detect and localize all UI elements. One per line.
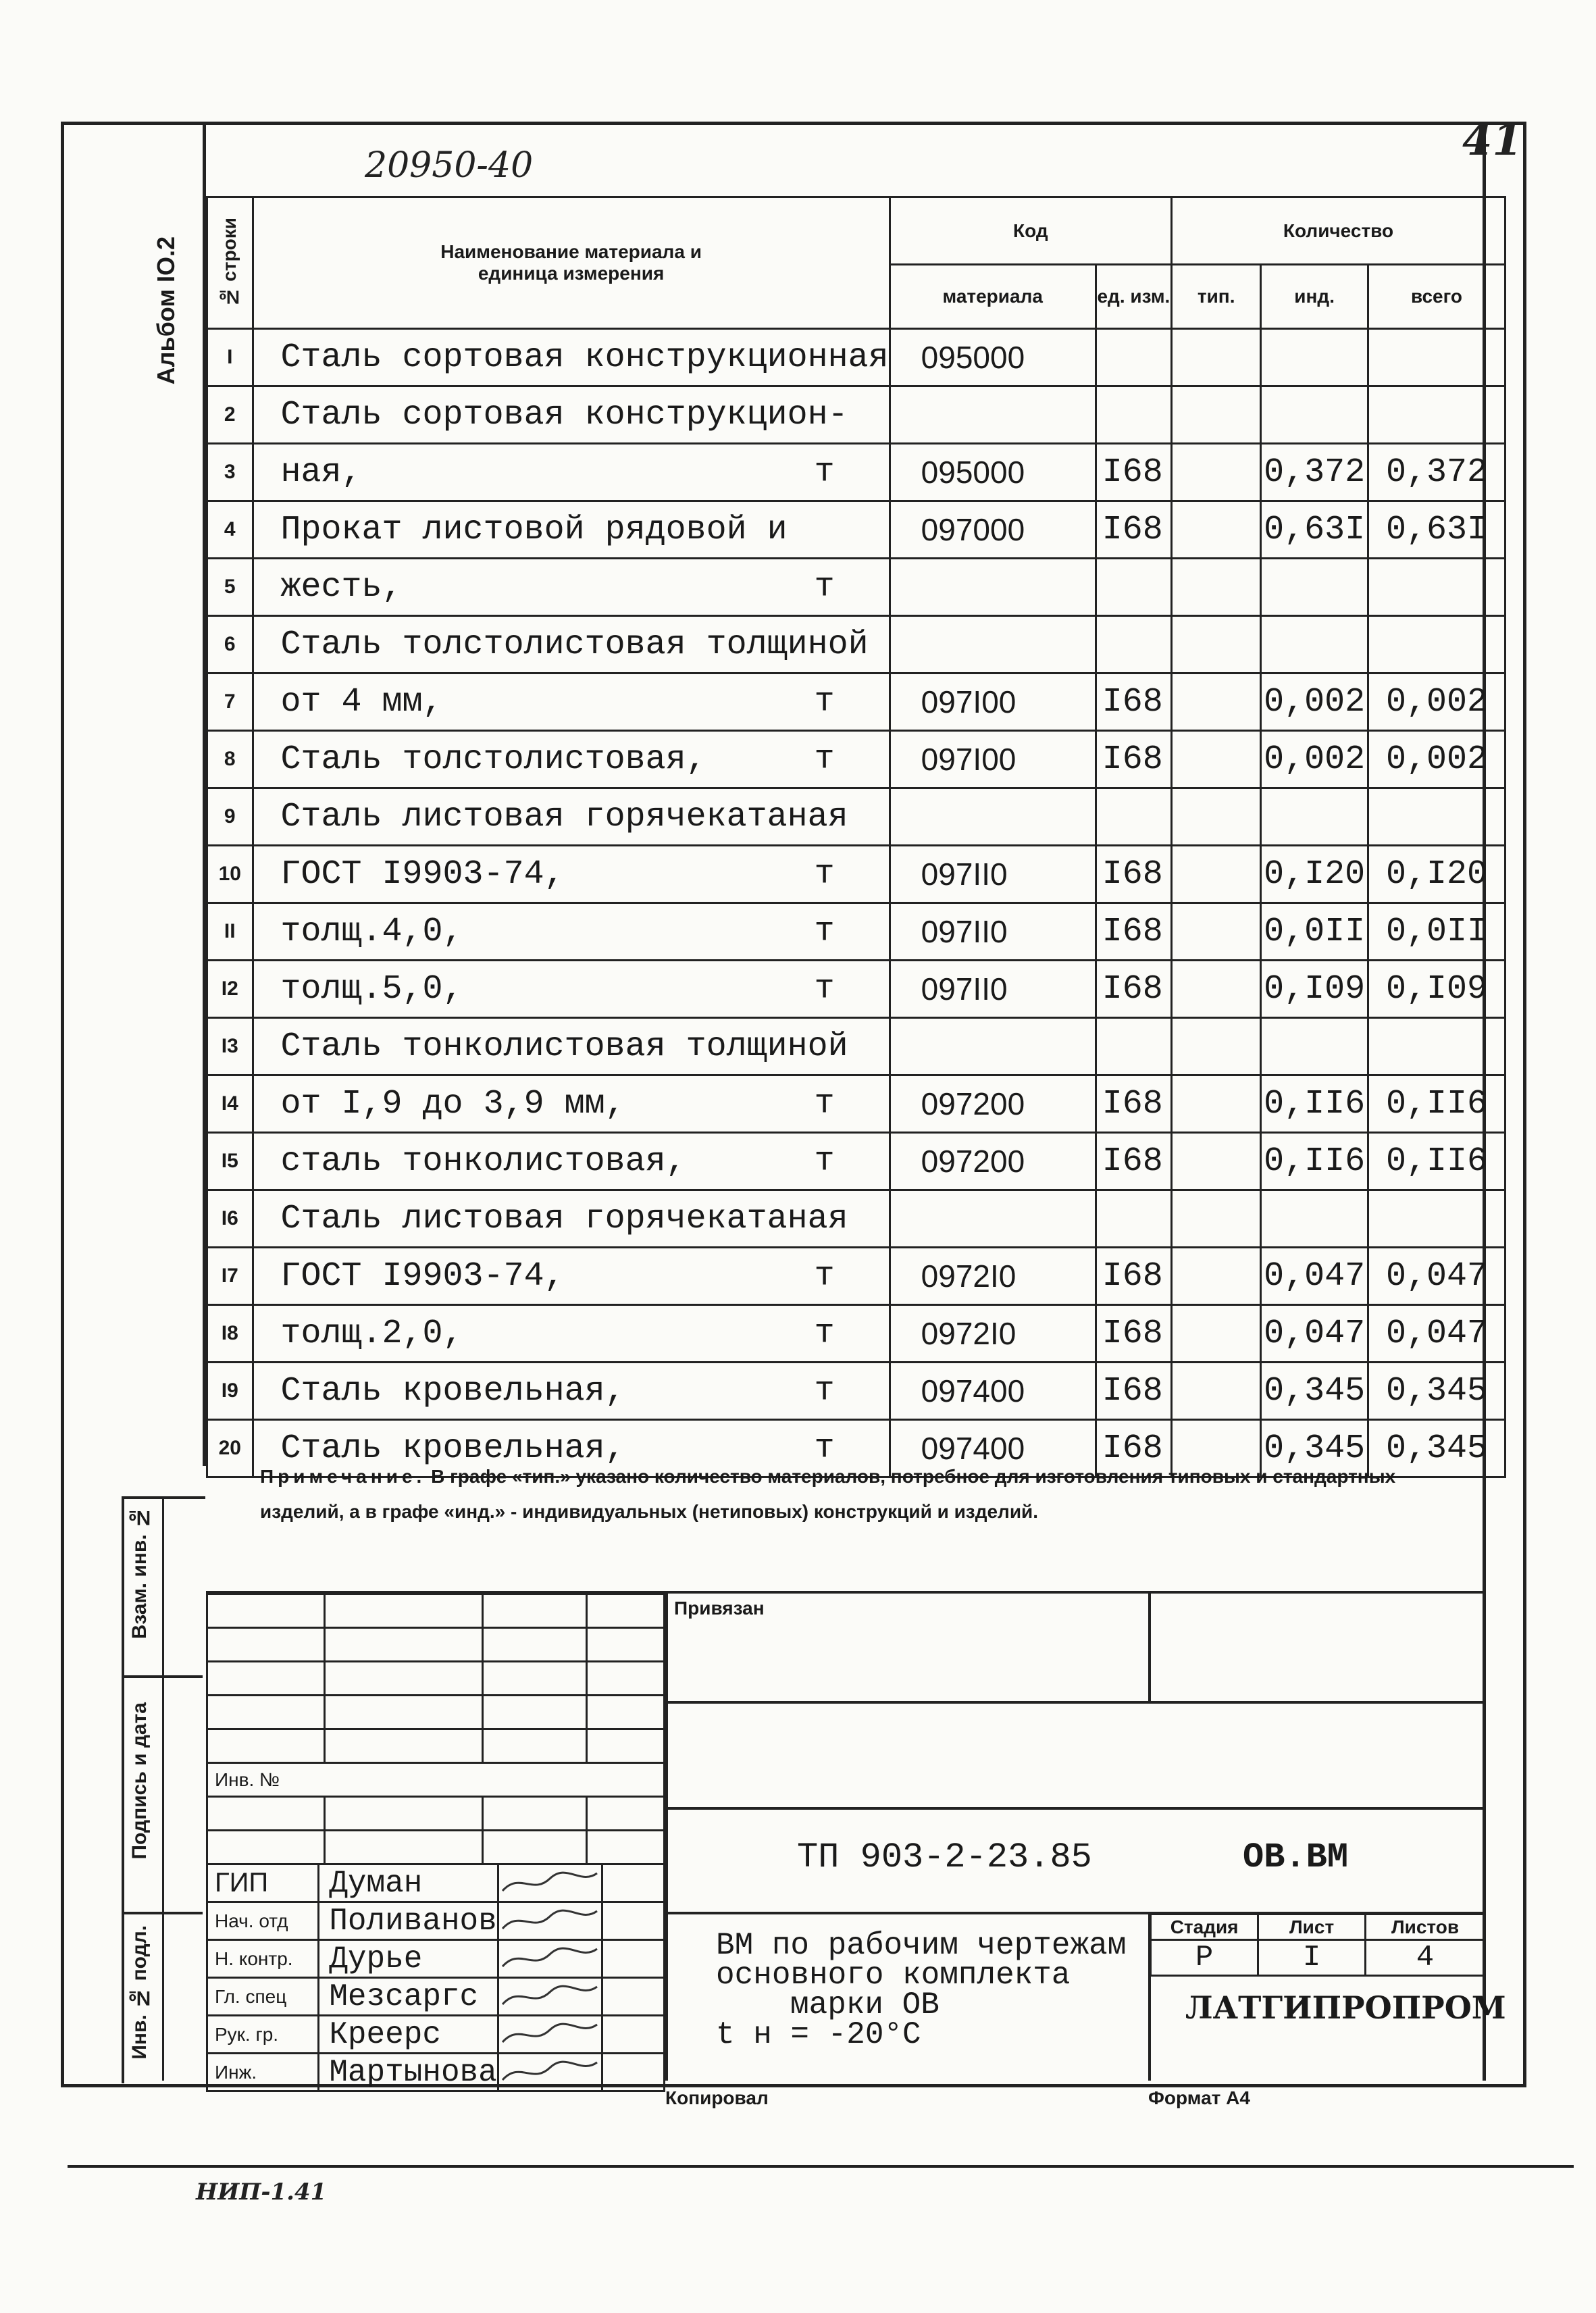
- row-qty-total: 0,0II: [1368, 903, 1505, 961]
- row-qty-ind: [1261, 329, 1368, 386]
- row-unit-code: I68: [1096, 444, 1171, 501]
- col-code-unit: ед. изм.: [1096, 265, 1171, 329]
- row-number: 6: [207, 616, 253, 673]
- row-qty-typ: [1172, 1018, 1261, 1075]
- stamp-privyazan: Привязан: [674, 1598, 765, 1619]
- row-number: 4: [207, 501, 253, 559]
- row-qty-ind: 0,047: [1261, 1248, 1368, 1305]
- row-qty-typ: [1172, 1248, 1261, 1305]
- row-qty-total: [1368, 788, 1505, 846]
- title-line-1: ВМ по рабочим чертежам: [716, 1928, 1127, 1963]
- row-unit-code: I68: [1096, 1363, 1171, 1420]
- col-qty-typ: тип.: [1172, 265, 1261, 329]
- row-qty-total: 0,I09: [1368, 961, 1505, 1018]
- col-qty-ind: инд.: [1261, 265, 1368, 329]
- row-name: [253, 788, 890, 846]
- row-name: [253, 731, 890, 788]
- row-qty-typ: [1172, 731, 1261, 788]
- footer-bottom-code: НИП-1.41: [196, 2179, 327, 2206]
- row-name-text: Сталь кровельная,: [280, 1371, 625, 1410]
- row-unit-code: [1096, 1190, 1171, 1248]
- row-unit: т: [814, 969, 835, 1009]
- row-name: [253, 1248, 890, 1305]
- person-signature: [498, 1978, 602, 2016]
- signature-scribble: [499, 2016, 600, 2049]
- stamp-mark: ОВ.ВМ: [1243, 1837, 1349, 1877]
- row-code: [890, 788, 1096, 846]
- row-qty-ind: 0,345: [1261, 1363, 1368, 1420]
- person-date: [602, 1978, 665, 2016]
- stamp-org: ЛАТГИПРОПРОМ: [1185, 1989, 1506, 2026]
- title-line-2: основного комплекта: [716, 1958, 1071, 1993]
- stage-label: Стадия: [1151, 1914, 1258, 1940]
- person-name: Мартынова: [319, 2054, 498, 2091]
- note: [260, 1459, 1476, 1529]
- row-number: 9: [207, 788, 253, 846]
- row-number: I3: [207, 1018, 253, 1075]
- row-name-text: Сталь листовая горячекатаная: [280, 1199, 848, 1238]
- row-code: 097II0: [890, 961, 1096, 1018]
- row-qty-total: [1368, 329, 1505, 386]
- stamp-person-row: [207, 1864, 665, 1902]
- table-row: [207, 1190, 1505, 1248]
- stamp-hline-1: [665, 1701, 1486, 1704]
- row-qty-ind: 0,002: [1261, 731, 1368, 788]
- row-qty-typ: [1172, 1133, 1261, 1190]
- spec-table: [206, 196, 1506, 1478]
- doc-number: 20950-40: [365, 145, 534, 186]
- person-name: Креерс: [319, 2016, 498, 2054]
- row-qty-total: 0,002: [1368, 673, 1505, 731]
- person-signature: [498, 1864, 602, 1902]
- person-role: Рук. гр.: [207, 2016, 319, 2054]
- row-unit: т: [814, 1256, 835, 1296]
- stamp-left-grid: [206, 1593, 665, 1865]
- person-name: Мезсаргс: [319, 1978, 498, 2016]
- row-qty-total: 0,63I: [1368, 501, 1505, 559]
- table-row: [207, 903, 1505, 961]
- row-name: [253, 1018, 890, 1075]
- row-unit-code: I68: [1096, 846, 1171, 903]
- row-name-text: ная,: [280, 453, 362, 492]
- row-number: I: [207, 329, 253, 386]
- row-qty-ind: 0,I09: [1261, 961, 1368, 1018]
- row-unit-code: I68: [1096, 1248, 1171, 1305]
- side-hline-1: [122, 1675, 203, 1678]
- row-name-text: Сталь тонколистовая толщиной: [280, 1027, 848, 1066]
- table-row: [207, 846, 1505, 903]
- row-number: 8: [207, 731, 253, 788]
- row-number: 3: [207, 444, 253, 501]
- row-qty-ind: 0,0II: [1261, 903, 1368, 961]
- row-code: [890, 1190, 1096, 1248]
- person-signature: [498, 2054, 602, 2091]
- signature-scribble: [499, 1941, 600, 1973]
- row-unit-code: [1096, 616, 1171, 673]
- side-vzam: Взам. инв. №: [128, 1506, 151, 1640]
- row-unit-code: I68: [1096, 501, 1171, 559]
- table-row: [207, 788, 1505, 846]
- row-name-text: толщ.2,0,: [280, 1314, 463, 1353]
- row-unit: т: [814, 1084, 835, 1123]
- row-qty-ind: [1261, 1190, 1368, 1248]
- stamp-project: ТП 903-2-23.85: [797, 1837, 1092, 1877]
- table-row: [207, 501, 1505, 559]
- row-number: I9: [207, 1363, 253, 1420]
- row-qty-ind: 0,047: [1261, 1305, 1368, 1363]
- row-code: 097000: [890, 501, 1096, 559]
- row-qty-typ: [1172, 616, 1261, 673]
- row-code: 097200: [890, 1075, 1096, 1133]
- person-role: Н. контр.: [207, 1940, 319, 1978]
- table-row: [207, 386, 1505, 444]
- row-name: [253, 1190, 890, 1248]
- row-name-text: ГОСТ I9903-74,: [280, 1256, 565, 1296]
- row-unit-code: [1096, 559, 1171, 616]
- row-unit-code: [1096, 1018, 1171, 1075]
- row-code: 095000: [890, 444, 1096, 501]
- row-name: [253, 444, 890, 501]
- row-qty-typ: [1172, 961, 1261, 1018]
- stamp-inv-no: Инв. №: [207, 1763, 665, 1797]
- sheet-label: Лист: [1258, 1914, 1366, 1940]
- row-code: 097II0: [890, 903, 1096, 961]
- row-name-text: от I,9 до 3,9 мм,: [280, 1084, 625, 1123]
- person-signature: [498, 2016, 602, 2054]
- row-unit: т: [814, 1371, 835, 1410]
- row-qty-total: [1368, 1018, 1505, 1075]
- col-code: Код: [890, 197, 1171, 265]
- sheets-label: Листов: [1366, 1914, 1485, 1940]
- stamp-people: [206, 1863, 665, 2092]
- row-qty-typ: [1172, 559, 1261, 616]
- row-qty-total: 0,047: [1368, 1248, 1505, 1305]
- table-row: [207, 559, 1505, 616]
- row-unit-code: I68: [1096, 1075, 1171, 1133]
- row-name: [253, 616, 890, 673]
- row-number: 20: [207, 1420, 253, 1477]
- row-qty-ind: 0,345: [1261, 1420, 1368, 1477]
- row-qty-total: [1368, 1190, 1505, 1248]
- row-qty-typ: [1172, 1190, 1261, 1248]
- row-unit: т: [814, 855, 835, 894]
- row-unit-code: [1096, 329, 1171, 386]
- table-row: [207, 961, 1505, 1018]
- row-qty-total: 0,II6: [1368, 1133, 1505, 1190]
- row-unit: т: [814, 567, 835, 607]
- row-unit: т: [814, 1429, 835, 1468]
- row-code: [890, 559, 1096, 616]
- table-row: [207, 1305, 1505, 1363]
- row-name: [253, 501, 890, 559]
- row-qty-ind: 0,63I: [1261, 501, 1368, 559]
- row-qty-total: 0,345: [1368, 1363, 1505, 1420]
- person-date: [602, 1940, 665, 1978]
- row-name-text: Прокат листовой рядовой и: [280, 510, 788, 549]
- row-unit-code: I68: [1096, 731, 1171, 788]
- row-qty-typ: [1172, 329, 1261, 386]
- row-name: [253, 1305, 890, 1363]
- table-row: [207, 673, 1505, 731]
- signature-scribble: [499, 1979, 600, 2011]
- row-number: I2: [207, 961, 253, 1018]
- sheet-value: I: [1258, 1940, 1366, 1976]
- row-number: 5: [207, 559, 253, 616]
- side-podpis: Подпись и дата: [128, 1702, 151, 1860]
- row-qty-typ: [1172, 788, 1261, 846]
- row-name-text: Сталь листовая горячекатаная: [280, 797, 848, 836]
- table-row: [207, 1018, 1505, 1075]
- row-qty-ind: 0,002: [1261, 673, 1368, 731]
- row-number: I8: [207, 1305, 253, 1363]
- row-qty-typ: [1172, 386, 1261, 444]
- privyazan-divider: [1148, 1593, 1151, 1701]
- row-qty-ind: 0,I20: [1261, 846, 1368, 903]
- row-number: I4: [207, 1075, 253, 1133]
- row-qty-typ: [1172, 673, 1261, 731]
- row-qty-total: 0,345: [1368, 1420, 1505, 1477]
- table-row: [207, 329, 1505, 386]
- row-name-text: толщ.4,0,: [280, 912, 463, 951]
- col-code-material: материала: [890, 265, 1096, 329]
- row-qty-typ: [1172, 846, 1261, 903]
- row-qty-typ: [1172, 501, 1261, 559]
- signature-scribble: [499, 2054, 600, 2087]
- row-qty-ind: [1261, 559, 1368, 616]
- person-signature: [498, 1902, 602, 1940]
- table-row: [207, 1075, 1505, 1133]
- row-code: [890, 1018, 1096, 1075]
- col-name: Наименование материала и единица измерения: [253, 197, 890, 329]
- row-name-text: Сталь сортовая конструкционная: [280, 338, 889, 377]
- row-qty-ind: [1261, 1018, 1368, 1075]
- stage-value: Р: [1151, 1940, 1258, 1976]
- row-name: [253, 329, 890, 386]
- row-name: [253, 846, 890, 903]
- row-name-text: Сталь кровельная,: [280, 1429, 625, 1468]
- table-row: [207, 444, 1505, 501]
- row-number: I7: [207, 1248, 253, 1305]
- row-name-text: толщ.5,0,: [280, 969, 463, 1009]
- stamp-person-row: [207, 1902, 665, 1940]
- row-name-text: Сталь толстолистовая толщиной: [280, 625, 869, 664]
- row-code: 097200: [890, 1133, 1096, 1190]
- person-role: Инж.: [207, 2054, 319, 2091]
- row-code: 097I00: [890, 731, 1096, 788]
- row-qty-ind: [1261, 386, 1368, 444]
- footer-copied: Копировал: [665, 2087, 769, 2108]
- col-qty: Количество: [1172, 197, 1505, 265]
- row-unit: т: [814, 1142, 835, 1181]
- bottom-frame-line: [68, 2165, 1574, 2168]
- row-number: 10: [207, 846, 253, 903]
- row-qty-total: 0,372: [1368, 444, 1505, 501]
- stamp-hline-2: [665, 1807, 1486, 1810]
- table-row: [207, 616, 1505, 673]
- row-qty-ind: 0,II6: [1261, 1075, 1368, 1133]
- row-code: 097I00: [890, 673, 1096, 731]
- table-row: [207, 1363, 1505, 1420]
- table-row: [207, 731, 1505, 788]
- row-qty-typ: [1172, 1363, 1261, 1420]
- stamp-person-row: [207, 2016, 665, 2054]
- row-qty-typ: [1172, 903, 1261, 961]
- row-qty-total: 0,002: [1368, 731, 1505, 788]
- person-role: ГИП: [207, 1864, 319, 1902]
- row-unit-code: I68: [1096, 961, 1171, 1018]
- row-name: [253, 559, 890, 616]
- person-role: Гл. спец: [207, 1978, 319, 2016]
- note-body: В графе «тип.» указано количество материалов, потребное для изготовления типовых и стандартных изделий, а в графе «инд.» - индивидуальных (нетиповых) конструкций и изделий.: [260, 1466, 1396, 1522]
- row-code: 0972I0: [890, 1305, 1096, 1363]
- stamp-person-row: [207, 1978, 665, 2016]
- table-row: [207, 1248, 1505, 1305]
- person-signature: [498, 1940, 602, 1978]
- row-code: [890, 616, 1096, 673]
- row-qty-total: 0,047: [1368, 1305, 1505, 1363]
- signature-scribble: [499, 1865, 600, 1898]
- person-date: [602, 1864, 665, 1902]
- row-unit: т: [814, 453, 835, 492]
- stamp-person-row: [207, 2054, 665, 2091]
- side-inv-podl: Инв. № подл.: [128, 1925, 151, 2060]
- row-unit: т: [814, 682, 835, 721]
- row-unit: т: [814, 1314, 835, 1353]
- stage-table: [1150, 1913, 1486, 1977]
- row-number: I6: [207, 1190, 253, 1248]
- person-date: [602, 2016, 665, 2054]
- title-line-4: t н = -20°С: [716, 2017, 921, 2052]
- row-qty-ind: 0,372: [1261, 444, 1368, 501]
- side-divider: [162, 1496, 164, 2081]
- row-qty-total: [1368, 386, 1505, 444]
- row-qty-total: 0,II6: [1368, 1075, 1505, 1133]
- row-code: 0972I0: [890, 1248, 1096, 1305]
- row-name-text: Сталь толстолистовая,: [280, 740, 706, 779]
- row-code: 097400: [890, 1363, 1096, 1420]
- row-unit-code: I68: [1096, 903, 1171, 961]
- person-name: Дурье: [319, 1940, 498, 1978]
- person-role: Нач. отд: [207, 1902, 319, 1940]
- row-unit-code: I68: [1096, 673, 1171, 731]
- album-label: Альбом IO.2: [152, 236, 180, 385]
- col-qty-total: всего: [1368, 265, 1505, 329]
- row-name: [253, 903, 890, 961]
- person-name: Поливанов: [319, 1902, 498, 1940]
- row-number: II: [207, 903, 253, 961]
- title-line-3: марки ОВ: [790, 1987, 939, 2023]
- row-name-text: жесть,: [280, 567, 403, 607]
- row-name: [253, 386, 890, 444]
- row-qty-total: 0,I20: [1368, 846, 1505, 903]
- row-qty-ind: 0,II6: [1261, 1133, 1368, 1190]
- row-name: [253, 1363, 890, 1420]
- row-code: [890, 386, 1096, 444]
- row-unit-code: [1096, 788, 1171, 846]
- person-date: [602, 1902, 665, 1940]
- row-qty-total: [1368, 616, 1505, 673]
- row-number: 7: [207, 673, 253, 731]
- row-code: 097II0: [890, 846, 1096, 903]
- person-name: Думан: [319, 1864, 498, 1902]
- col-row-no: № строки: [207, 197, 253, 329]
- row-unit-code: I68: [1096, 1305, 1171, 1363]
- row-qty-typ: [1172, 1305, 1261, 1363]
- person-date: [602, 2054, 665, 2091]
- row-unit-code: I68: [1096, 1420, 1171, 1477]
- row-name-text: от 4 мм,: [280, 682, 443, 721]
- row-number: 2: [207, 386, 253, 444]
- row-name-text: Сталь сортовая конструкцион-: [280, 395, 848, 434]
- row-qty-typ: [1172, 444, 1261, 501]
- row-qty-ind: [1261, 616, 1368, 673]
- row-name: [253, 673, 890, 731]
- row-qty-total: [1368, 559, 1505, 616]
- page-number: 41: [1462, 115, 1523, 166]
- row-name-text: ГОСТ I9903-74,: [280, 855, 565, 894]
- stamp-title: [716, 1928, 1127, 2052]
- row-name-text: сталь тонколистовая,: [280, 1142, 686, 1181]
- row-code: 095000: [890, 329, 1096, 386]
- row-unit-code: [1096, 386, 1171, 444]
- row-unit-code: I68: [1096, 1133, 1171, 1190]
- row-unit: т: [814, 912, 835, 951]
- footer-format: Формат А4: [1148, 2087, 1250, 2108]
- row-qty-typ: [1172, 1075, 1261, 1133]
- note-label: Примечание.: [260, 1466, 426, 1487]
- row-code: 097400: [890, 1420, 1096, 1477]
- sheets-value: 4: [1366, 1940, 1485, 1976]
- row-name: [253, 1133, 890, 1190]
- row-unit: т: [814, 740, 835, 779]
- stamp-person-row: [207, 1940, 665, 1978]
- signature-scribble: [499, 1903, 600, 1935]
- row-name: [253, 1075, 890, 1133]
- side-hline-2: [122, 1912, 203, 1914]
- table-row: [207, 1133, 1505, 1190]
- row-number: I5: [207, 1133, 253, 1190]
- row-qty-ind: [1261, 788, 1368, 846]
- row-name: [253, 961, 890, 1018]
